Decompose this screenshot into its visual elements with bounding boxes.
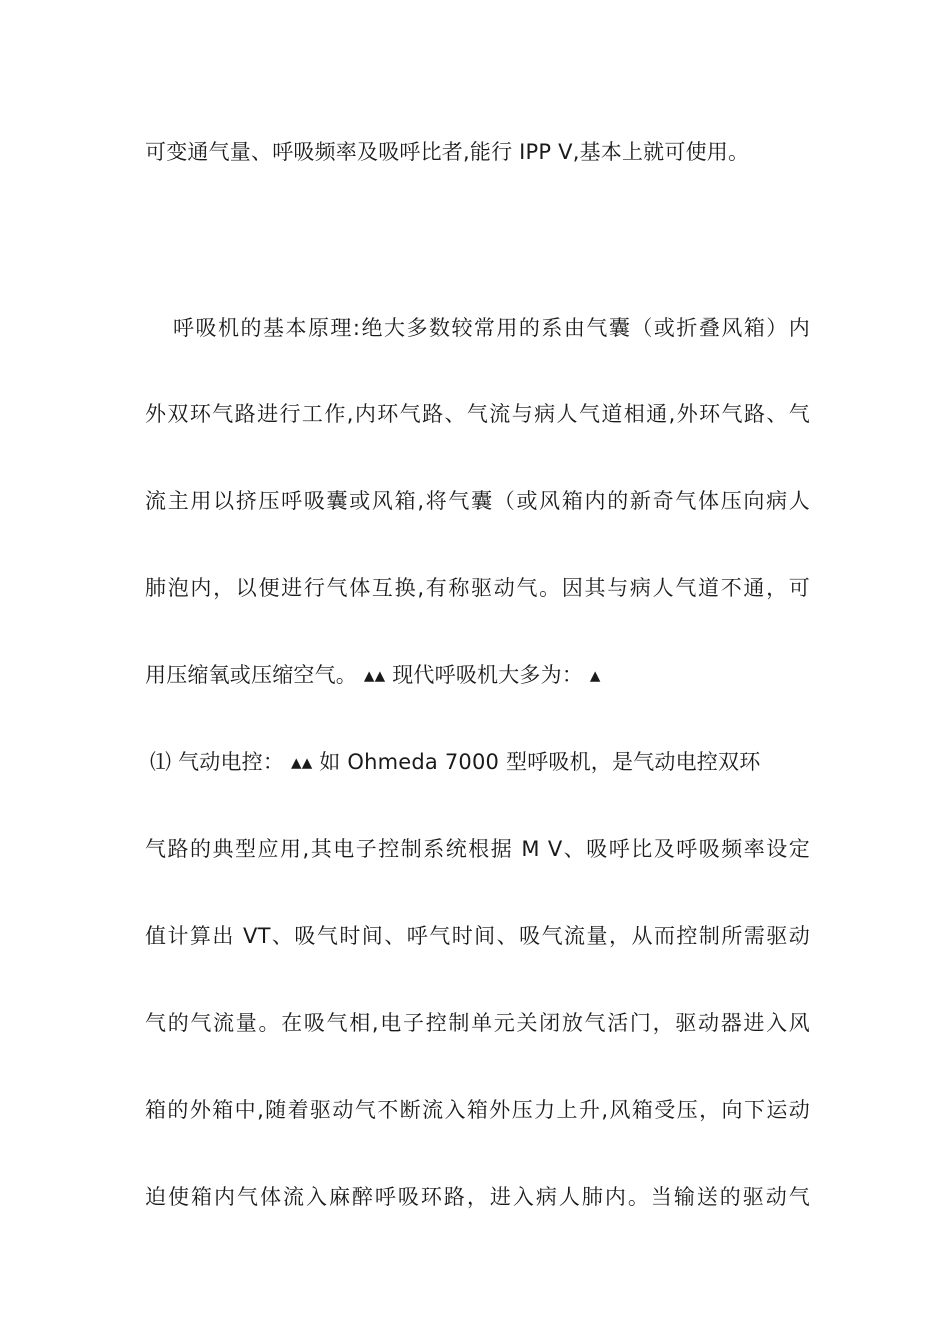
paragraph-line-principle-3: 流主用以挤压呼吸囊或风箱,将气囊（或风箱内的新奇气体压向病人	[145, 489, 810, 513]
text-line-1: 可变通气量、呼吸频率及吸呼比者,能行 IPP V,基本上就可使用。	[145, 140, 750, 164]
paragraph-line-control-5: 迫使箱内气体流入麻醉呼吸环路，进入病人肺内。当输送的驱动气	[145, 1185, 810, 1209]
paragraph-line-control-4: 箱的外箱中,随着驱动气不断流入箱外压力上升,风箱受压，向下运动	[145, 1098, 810, 1122]
paragraph-line-principle-4: 肺泡内，以便进行气体互换,有称驱动气。因其与病人气道不通，可	[145, 576, 810, 600]
paragraph-line-principle-2: 外双环气路进行工作,内环气路、气流与病人气道相通,外环气路、气	[145, 402, 810, 426]
paragraph-line-control-3: 气的气流量。在吸气相,电子控制单元关闭放气活门，驱动器进入风	[145, 1011, 810, 1035]
paragraph-line-principle-5: 用压缩氧或压缩空气。 ▴▴ 现代呼吸机大多为： ▴	[145, 663, 601, 687]
list-item-pneumatic-electronic: ⑴ 气动电控： ▴▴ 如 Ohmeda 7000 型呼吸机，是气动电控双环	[150, 750, 761, 774]
paragraph-line-control-1: 气路的典型应用,其电子控制系统根据 M V、吸呼比及呼吸频率设定	[145, 837, 810, 861]
paragraph-line-control-2: 值计算出 VT、吸气时间、呼气时间、吸气流量，从而控制所需驱动	[145, 924, 810, 948]
paragraph-line-principle-1: 呼吸机的基本原理:绝大多数较常用的系由气囊（或折叠风箱）内	[173, 316, 810, 340]
